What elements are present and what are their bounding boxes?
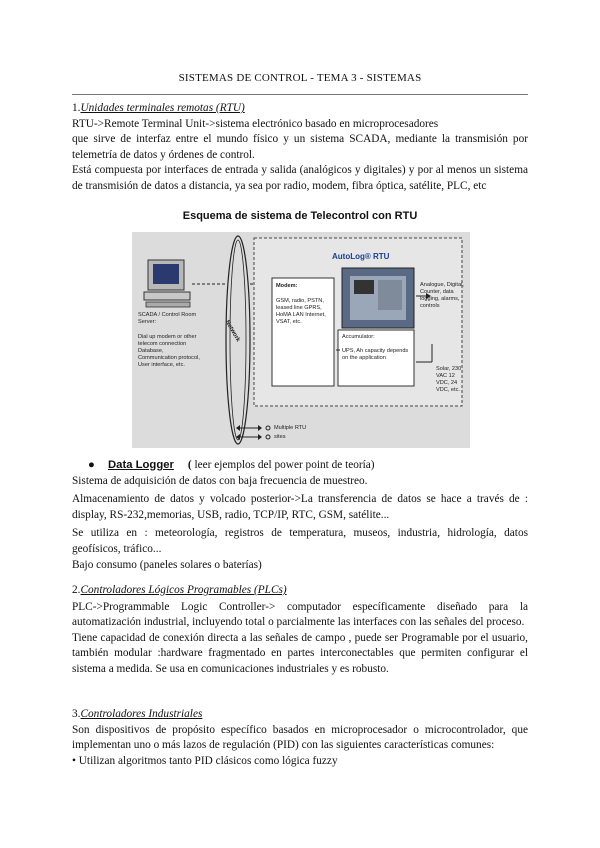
arrow-head-icon [236,425,240,431]
section-3-paragraph-2: • Utilizan algoritmos tanto PID clásicos como lógica fuzzy [72,754,338,767]
section-2-paragraph-1: PLC->Programmable Logic Controller-> computador específicamente diseñado para la automatización industrial, incluyendo total o parcialmente las interfaces con las señales del proceso. [72,600,528,629]
figure-title: Esquema de sistema de Telecontrol con RTU [182,210,418,222]
section-3-heading: 3.Controladores Industriales [72,708,203,720]
legend-marker [266,435,270,439]
section-1-paragraph-2: que sirve de interfaz entre el mundo físico y un sistema SCADA, mediante la transmisión por telemetría de datos y órdenes de control. [72,133,528,161]
data-logger-paragraph-3: Se utiliza en : meteorología, registros de temperatura, museos, industria, hidrología, datos geofísicos, tráfico... [72,527,528,555]
data-logger-section [72,458,528,573]
modem-items: GSM, radio, PSTN, leased line GPRS, HoMA LAN Internet, VSAT, etc. [276,298,326,325]
accumulator-description: UPS, Ah capacity depends on the application [342,348,409,361]
data-logger-heading: ● Data Logger ( leer ejemplos del power point de teoría) [72,458,528,474]
power-description: Solar, 230 VAC 12 VDC, 24 VDC, etc. [436,366,462,393]
page-header: SISTEMAS DE CONTROL - TEMA 3 - SISTEMAS [178,72,422,84]
scada-label: SCADA / Control Room Server: [138,312,197,325]
section-1-heading: 1.Unidades terminales remotas (RTU) [72,102,245,114]
section-3 [72,707,528,769]
section-2-paragraph-2: Tiene capacidad de conexión directa a las señales de campo , puede ser Programable por el usuario, también modular :hardware fragmentado en partes interconectables que permiten configurar el sistema a medida. Se usa en comunicaciones industriales y es robusto. [72,631,528,675]
io-description: Analogue, Digital, Counter, data logging, alarms, controls [420,282,464,309]
section-2-heading: 2.Controladores Lógicos Programables (PLCs) [72,584,287,596]
bullet-icon: ● [88,459,95,471]
legend-multiple-rtu: Multiple RTU [274,425,307,431]
section-1 [72,101,528,195]
section-1-paragraph-1: RTU->Remote Terminal Unit->sistema electrónico basado en microprocesadores [72,117,439,130]
modem-title: Modem: [276,283,298,289]
section-1-paragraph-3: Está compuesta por interfaces de entrada y salida (analógicos y digitales) y por al menos un sistema de transmisión de datos a distancia, ya sea por radio, modem, fibra óptica, satélite, PLC, etc [72,164,528,192]
data-logger-paragraph-4: Bajo consumo (paneles solares o baterías) [72,558,262,571]
legend-marker [266,426,270,430]
computer-icon [144,260,190,307]
rtu-cabinet-image [342,268,414,328]
scada-description: Dial up modem or other telecom connection Database, Communication protocol, User interface, etc. [138,334,200,368]
section-3-paragraph-1: Son dispositivos de propósito específico basados en microprocesador o microcontrolador, que implementan uno o más lazos de regulación (PID) con las siguientes características comunes: [72,723,528,752]
modem-box [272,278,334,386]
legend-sites: sites [274,434,286,440]
arrow-head-icon [258,425,262,431]
accumulator-title: Accumulator: [342,334,375,340]
data-logger-paragraph-2: Almacenamiento de datos y volcado posterior->La transferencia de datos se hace a través de : display, RS-232,memorias, USB, radio, TCP/IP, RTC, GSM, satélite... [72,493,528,521]
rtu-telecontrol-diagram [132,232,470,448]
arrow-head-icon [258,434,262,440]
network-label: Network [223,319,241,344]
section-2 [72,583,528,678]
rtu-title: AutoLog® RTU [332,252,390,261]
header-rule [72,94,528,95]
data-logger-paragraph-1: Sistema de adquisición de datos con baja frecuencia de muestreo. [72,474,368,487]
